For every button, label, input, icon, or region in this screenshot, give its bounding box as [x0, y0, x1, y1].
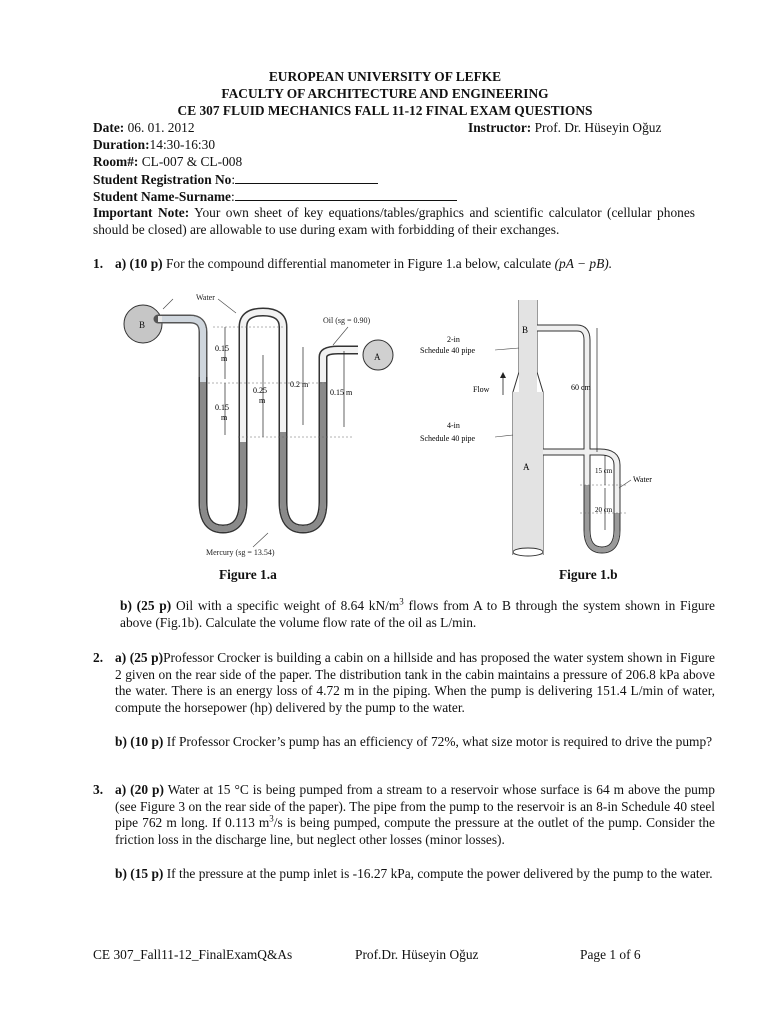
tank-a-label: A — [374, 352, 381, 362]
date-value: 06. 01. 2012 — [127, 120, 195, 135]
tank-b-label: B — [139, 320, 146, 330]
q3-number: 3. — [93, 782, 104, 797]
q3a-text1: Water at 15 °C is being pumped from a stream to a reservoir whose surface is 64 m above the pump (see Figure 3 on the rear side of the paper). The pipe from the pump to the reservoir is an 8-in Schedule 40 steel pipe 762 m long. If 0.113 m — [115, 782, 715, 831]
q3a-label: a) (20 p) — [115, 782, 164, 797]
name-line — [93, 188, 457, 205]
figure-1a-caption: Figure 1.a — [219, 567, 277, 582]
duration-label: Duration: — [93, 137, 150, 152]
name-colon: : — [231, 189, 235, 204]
dim-015-c-unit: m — [221, 413, 228, 422]
duration-value: 14:30-16:30 — [149, 137, 216, 152]
mercury-label: Mercury (sg = 13.54) — [206, 548, 275, 557]
flow-label: Flow — [473, 385, 490, 394]
q2b-paragraph — [115, 734, 715, 751]
pipe-4in-label: 4-in — [447, 421, 460, 430]
dim-025: 0.25 — [253, 386, 267, 395]
q2b-label: b) (10 p) — [115, 734, 164, 749]
q1a-text: For the compound differential manometer in Figure 1.a below, calculate — [165, 256, 552, 271]
footer-course: CE 307_Fall11-12_FinalExamQ&As — [93, 947, 293, 962]
exam-title: CE 307 FLUID MECHANICS FALL 11-12 FINAL EXAM QUESTIONS — [177, 103, 593, 118]
dim-015-c: 0.15 — [215, 403, 229, 412]
faculty-title: FACULTY OF ARCHITECTURE AND ENGINEERING — [221, 86, 549, 101]
important-note — [93, 205, 695, 238]
footer-instructor: Prof.Dr. Hüseyin Oğuz — [355, 947, 479, 962]
name-blank — [235, 188, 457, 201]
q2a-text: Professor Crocker is building a cabin on a hillside and has proposed the water system shown in Figure 2 given on the rear side of the paper. The distribution tank in the cabin maintains a pressure of 206.8 kPa above the water. There is an energy loss of 4.72 m in the piping. When the pump is delivering 151.4 L/min of water, compute the horsepower (hp) delivered by the pump to the water. — [115, 650, 715, 716]
pipe-2in-schedule: Schedule 40 pipe — [420, 346, 476, 355]
q1b-label: b) (25 p) — [120, 598, 172, 613]
q1a-line — [115, 256, 612, 272]
room-label: Room#: — [93, 154, 139, 169]
q3b-paragraph — [115, 866, 715, 883]
dim-025-unit: m — [259, 396, 266, 405]
oil-label: Oil (sg = 0.90) — [323, 316, 371, 325]
point-a-label: A — [523, 462, 530, 472]
name-label: Student Name-Surname — [93, 189, 231, 204]
duration-line — [93, 137, 215, 153]
registration-colon: : — [231, 172, 236, 187]
water-label-1b: Water — [633, 475, 652, 484]
q1b-superscript: 3 — [399, 596, 404, 607]
q3a-paragraph — [115, 782, 715, 849]
q1b-text2: flows from A to B through the system shown in Figure above (Fig.1b). Calculate the volume flow rate of the oil as L/min. — [120, 598, 716, 630]
dim-60cm: 60 cm — [571, 383, 591, 392]
dim-20cm: 20 cm — [595, 506, 613, 514]
room-line — [93, 154, 242, 170]
q1b-paragraph — [120, 598, 715, 631]
q2a-paragraph — [115, 650, 715, 717]
q2b-text: If Professor Crocker’s pump has an efficiency of 72%, what size motor is required to drive the pump? — [166, 734, 713, 749]
registration-line — [93, 171, 378, 188]
registration-label: Student Registration No — [93, 172, 232, 187]
date-line — [93, 120, 195, 136]
q3b-text: If the pressure at the pump inlet is -16.27 kPa, compute the power delivered by the pump to the water. — [166, 866, 713, 881]
q2-number: 2. — [93, 650, 104, 665]
footer-page-number: Page 1 of 6 — [580, 947, 641, 962]
room-value: CL-007 & CL-008 — [141, 154, 243, 169]
dim-02: 0.2 m — [290, 380, 309, 389]
date-label: Date: — [93, 120, 125, 135]
dim-015-a: 0.15 — [215, 344, 229, 353]
q2a-label: a) (25 p) — [115, 650, 164, 665]
university-title: EUROPEAN UNIVERSITY OF LEFKE — [268, 69, 502, 84]
note-text: Your own sheet of key equations/tables/graphics and scientific calculator (cellular phones should be closed) are allowable to use during exam with forbidding of their exchanges. — [93, 205, 695, 237]
q3a-text2: /s is being pumped, compute the pressure at the outlet of the pump. Consider the friction loss in the discharge line, but neglect other losses (minor losses). — [115, 815, 715, 848]
dim-015-e: 0.15 m — [330, 388, 353, 397]
q1-number: 1. — [93, 256, 104, 271]
instructor-value: Prof. Dr. Hüseyin Oğuz — [534, 120, 662, 135]
figure-1b-caption: Figure 1.b — [559, 567, 618, 582]
figure-1a-manometer — [118, 287, 408, 562]
q1b-text1: Oil with a specific weight of 8.64 kN/m — [175, 598, 400, 613]
q1a-expression: (pA − pB). — [554, 256, 613, 271]
dim-15cm: 15 cm — [595, 467, 613, 475]
q1a-label: a) (10 p) — [115, 256, 163, 271]
q3a-superscript: 3 — [269, 813, 274, 824]
point-b-label: B — [522, 325, 529, 335]
note-label: Important Note: — [93, 205, 190, 220]
dim-015-a-unit: m — [221, 354, 228, 363]
pipe-2in-label: 2-in — [447, 335, 460, 344]
instructor-label: Instructor: — [468, 120, 532, 135]
instructor-line — [468, 120, 661, 136]
q3b-label: b) (15 p) — [115, 866, 164, 881]
water-label: Water — [196, 293, 215, 302]
registration-blank — [235, 171, 378, 184]
figure-1b-venturi — [415, 300, 675, 562]
pipe-4in-schedule: Schedule 40 pipe — [420, 434, 476, 443]
